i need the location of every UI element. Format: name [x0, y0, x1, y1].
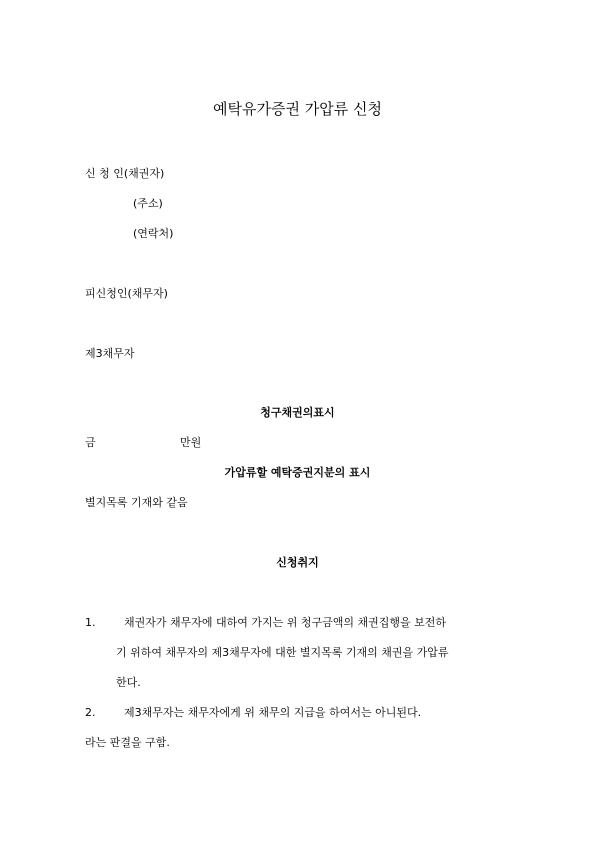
claim-heading: 청구채권의표시 [260, 406, 335, 419]
purpose-item-line: 한다. [116, 676, 141, 689]
document-title: 예탁유가증권 가압류 신청 [213, 100, 382, 118]
purpose-item-line: 채권자가 채무자에 대하여 가지는 위 청구금액의 채권집행을 보전하 [124, 616, 447, 629]
applicant-contact-label: (연락처) [133, 227, 174, 240]
purpose-item-number: 1. [85, 616, 96, 629]
seizure-text: 별지목록 기재와 같음 [85, 496, 188, 509]
purpose-item-number: 2. [85, 706, 96, 719]
purpose-item-line: 기 위하여 채무자의 제3채무자에 대한 별지목록 기재의 채권을 가압류 [116, 646, 449, 659]
purpose-item-line: 제3채무자는 채무자에게 위 채무의 지급을 하여서는 아니된다. [124, 706, 422, 719]
applicant-address-label: (주소) [133, 197, 163, 210]
third-debtor-label: 제3채무자 [85, 347, 135, 360]
respondent-label: 피신청인(채무자) [85, 287, 168, 300]
claim-amount-unit: 만원 [180, 436, 202, 449]
closing-text: 라는 판결을 구함. [85, 736, 170, 749]
applicant-label: 신 청 인(채권자) [85, 167, 165, 180]
purpose-heading: 신청취지 [276, 556, 319, 569]
seizure-heading: 가압류할 예탁증권지분의 표시 [224, 466, 371, 479]
claim-amount-label: 금 [85, 436, 96, 449]
